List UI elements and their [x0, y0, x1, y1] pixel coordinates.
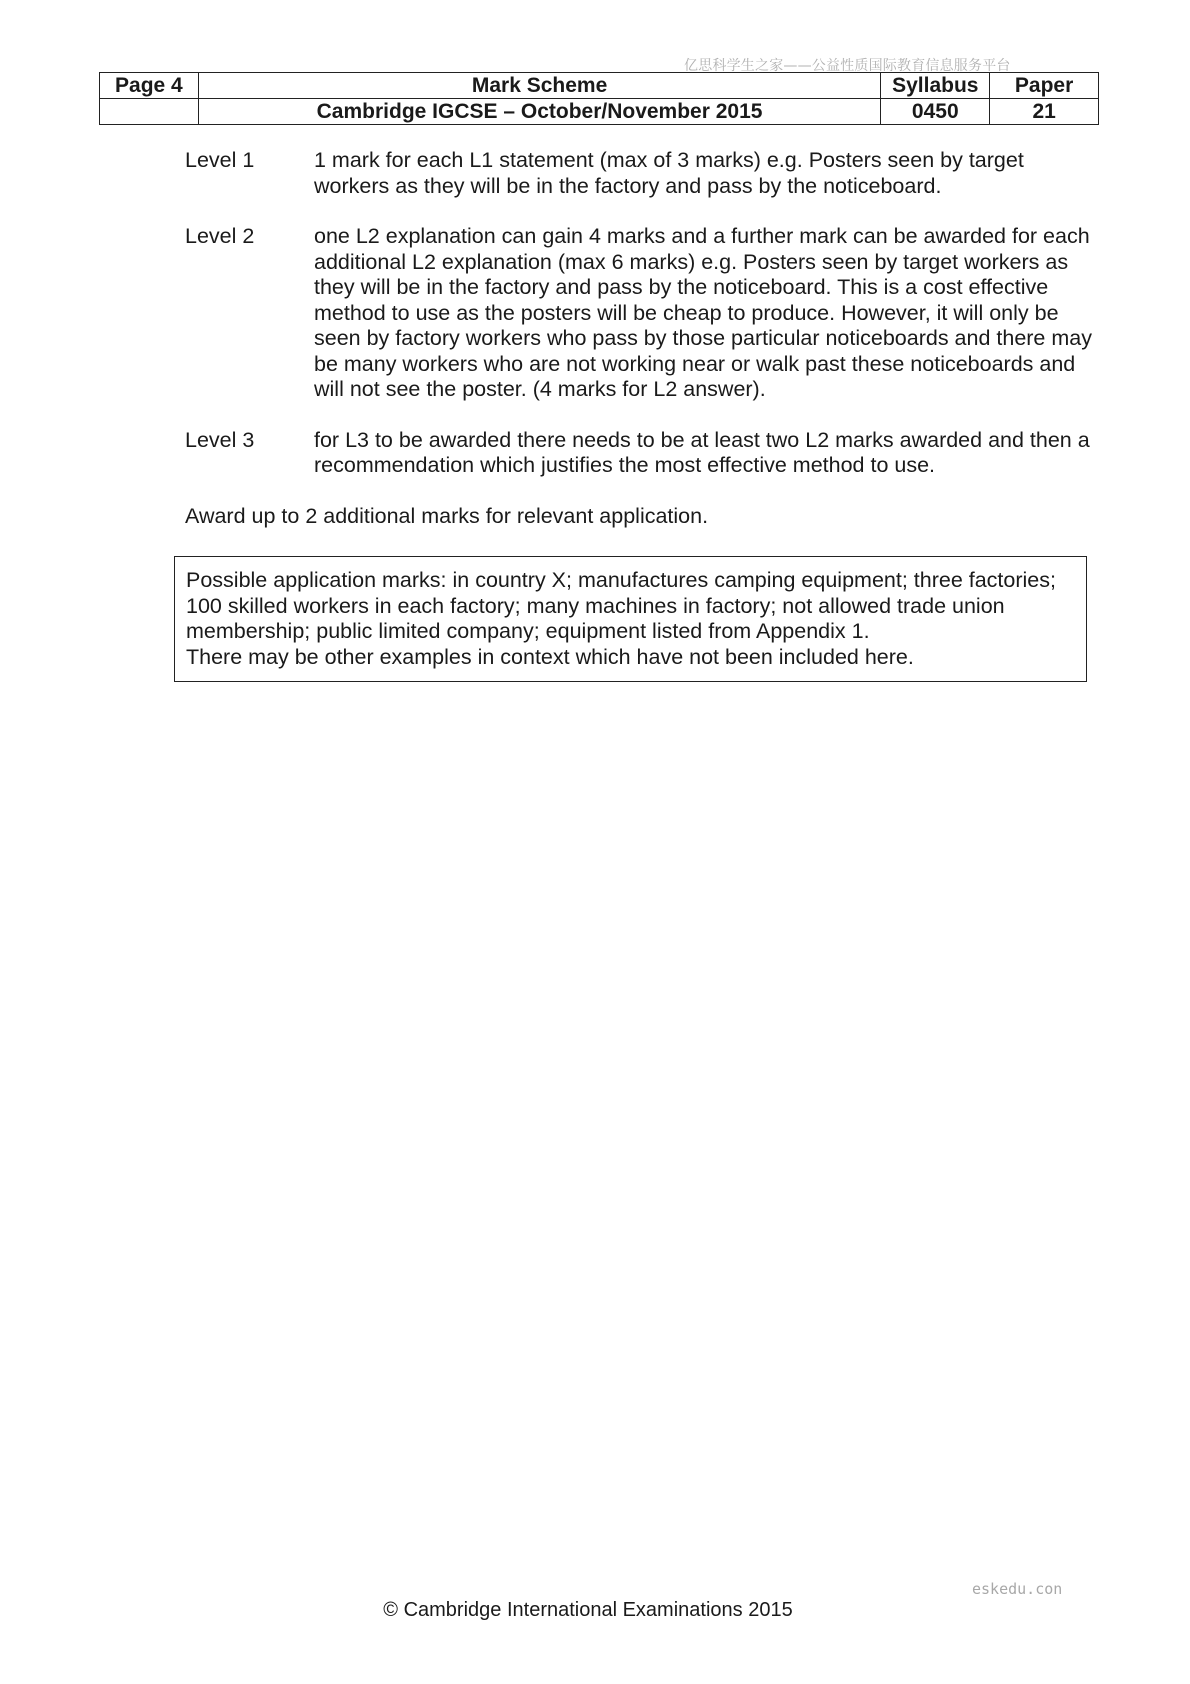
paper-number: 21 — [990, 99, 1099, 125]
award-note: Award up to 2 additional marks for relevant application. — [185, 503, 709, 528]
mark-scheme-content — [185, 148, 1100, 529]
level-description: one L2 explanation can gain 4 marks and a further mark can be awarded for each additional L2 explanation (max 6 marks) e.g. Posters seen by target workers as they will be in the factory and pass by the noticeboard. This is a cost effective method to use as the posters will be cheap to produce. However, it will only be seen by factory workers who pass by those particular noticeboards and there may be many workers who are not working near or walk past these noticeboards and will not see the poster. (4 marks for L2 answer). — [314, 224, 1092, 401]
paper-label: Paper — [990, 73, 1099, 99]
syllabus-label: Syllabus — [881, 73, 990, 99]
level-2 — [185, 224, 1100, 403]
page-number: Page 4 — [100, 73, 199, 99]
level-label: Level 3 — [185, 427, 255, 452]
header-row-2 — [100, 99, 1099, 125]
level-3 — [185, 428, 1100, 479]
exam-name: Cambridge IGCSE – October/November 2015 — [198, 99, 881, 125]
application-marks-note: There may be other examples in context which have not been included here. — [186, 644, 914, 669]
level-description: for L3 to be awarded there needs to be at least two L2 marks awarded and then a recommendation which justifies the most effective method to use. — [314, 427, 1090, 477]
level-label: Level 1 — [185, 148, 255, 172]
footer — [0, 1599, 1190, 1622]
watermark-top: 亿思科学生之家——公益性质国际教育信息服务平台 — [684, 58, 1011, 74]
level-label: Level 2 — [185, 224, 255, 248]
header-table — [99, 72, 1099, 125]
header-empty-cell — [100, 99, 199, 125]
header-row-1 — [100, 73, 1099, 99]
application-marks-box — [174, 556, 1087, 682]
level-description: 1 mark for each L1 statement (max of 3 marks) e.g. Posters seen by target workers as they will be in the factory and pass by the noticeboard. — [314, 148, 1024, 198]
application-marks-text: Possible application marks: in country X; manufactures camping equipment; three factories; 100 skilled workers in each factory; many machines in factory; not allowed trade union membership; public limited company; equipment listed from Appendix 1. — [186, 568, 1056, 643]
level-1 — [185, 148, 1100, 199]
document-title: Mark Scheme — [198, 73, 881, 99]
watermark-bottom: eskedu.con — [972, 1580, 1063, 1598]
syllabus-code: 0450 — [881, 99, 990, 125]
copyright-text: © Cambridge International Examinations 2015 — [383, 1599, 793, 1621]
